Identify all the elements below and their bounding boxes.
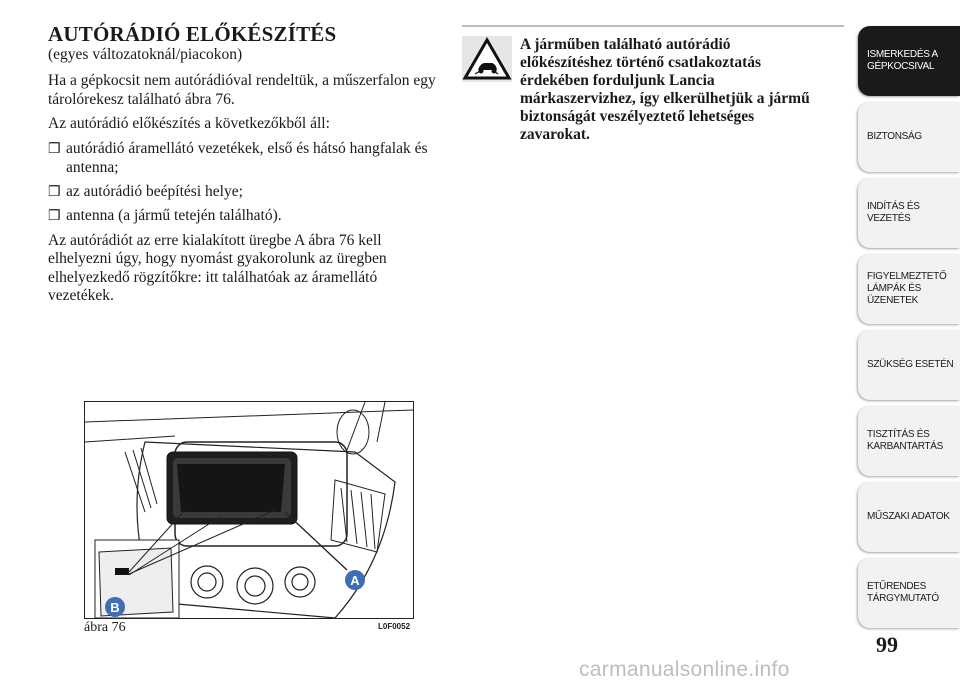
checkbox-bullet-icon: ❒: [48, 184, 61, 200]
callout-label-b: B: [110, 600, 120, 615]
figure-illustration: [84, 401, 414, 619]
bullet-item: ❒ autórádió áramellátó vezetékek, első és hátsó hangfalak és antenna;: [48, 139, 428, 176]
top-divider: [462, 25, 844, 27]
tab-targymutato[interactable]: ETŰRENDES TÁRGYMUTATÓ: [858, 558, 960, 628]
tab-ismerkedes[interactable]: ISMERKEDÉS A GÉPKOCSIVAL: [858, 26, 960, 96]
tab-biztonsag[interactable]: BIZTONSÁG: [858, 102, 960, 172]
callout-label-a: A: [350, 573, 360, 588]
closing-paragraph: Az autórádiót az erre kialakított üregbe A ábra 76 kell elhelyezni úgy, hogy nyomást gyakorolunk az üregben elhelyezkedő rögzítőkre: itt találhatóak az áramellátó vezetékek.: [48, 231, 387, 304]
checkbox-bullet-icon: ❒: [48, 209, 61, 224]
warning-box: [462, 36, 822, 144]
tab-tisztitas[interactable]: TISZTÍTÁS ÉS KARBANTARTÁS: [858, 406, 960, 476]
main-column: [48, 22, 443, 312]
checkbox-bullet-icon: ❒: [48, 141, 61, 157]
section-subtitle: (egyes változatoknál/piacokon): [48, 46, 243, 63]
tab-szukseg[interactable]: SZÜKSÉG ESETÉN: [858, 330, 960, 400]
bullet-item: ❒ az autórádió beépítési helye;: [48, 183, 443, 203]
tab-inditas[interactable]: INDÍTÁS ÉS VEZETÉS: [858, 178, 960, 248]
warning-triangle-car-icon: [462, 36, 512, 82]
bullet-item: ❒ antenna (a jármű tetején található).: [48, 207, 443, 227]
page-number: 99: [876, 632, 898, 657]
list-intro-paragraph: Az autórádió előkészítés a következőkből áll:: [48, 115, 330, 132]
tab-figyelmezteto[interactable]: FIGYELMEZTETŐ LÁMPÁK ÉS ÜZENETEK: [858, 254, 960, 324]
figure-code: L0F0052: [378, 622, 411, 631]
intro-paragraph: Ha a gépkocsit nem autórádióval rendeltük, a műszerfalon egy tárolórekesz található ábra 76.: [48, 72, 436, 108]
warning-text: A járműben található autórádió előkészítéshez történő csatlakoztatás érdekében forduljunk Lancia márkaszervizhez, így elkerülhetjük a jármű biztonságát veszélyeztető lehetséges zavarokat.: [520, 36, 810, 143]
section-title: AUTÓRÁDIÓ ELŐKÉSZÍTÉS: [48, 22, 337, 46]
watermark: carmanualsonline.info: [579, 658, 790, 681]
tab-muszaki[interactable]: MŰSZAKI ADATOK: [858, 482, 960, 552]
figure-caption: ábra 76: [84, 620, 126, 635]
